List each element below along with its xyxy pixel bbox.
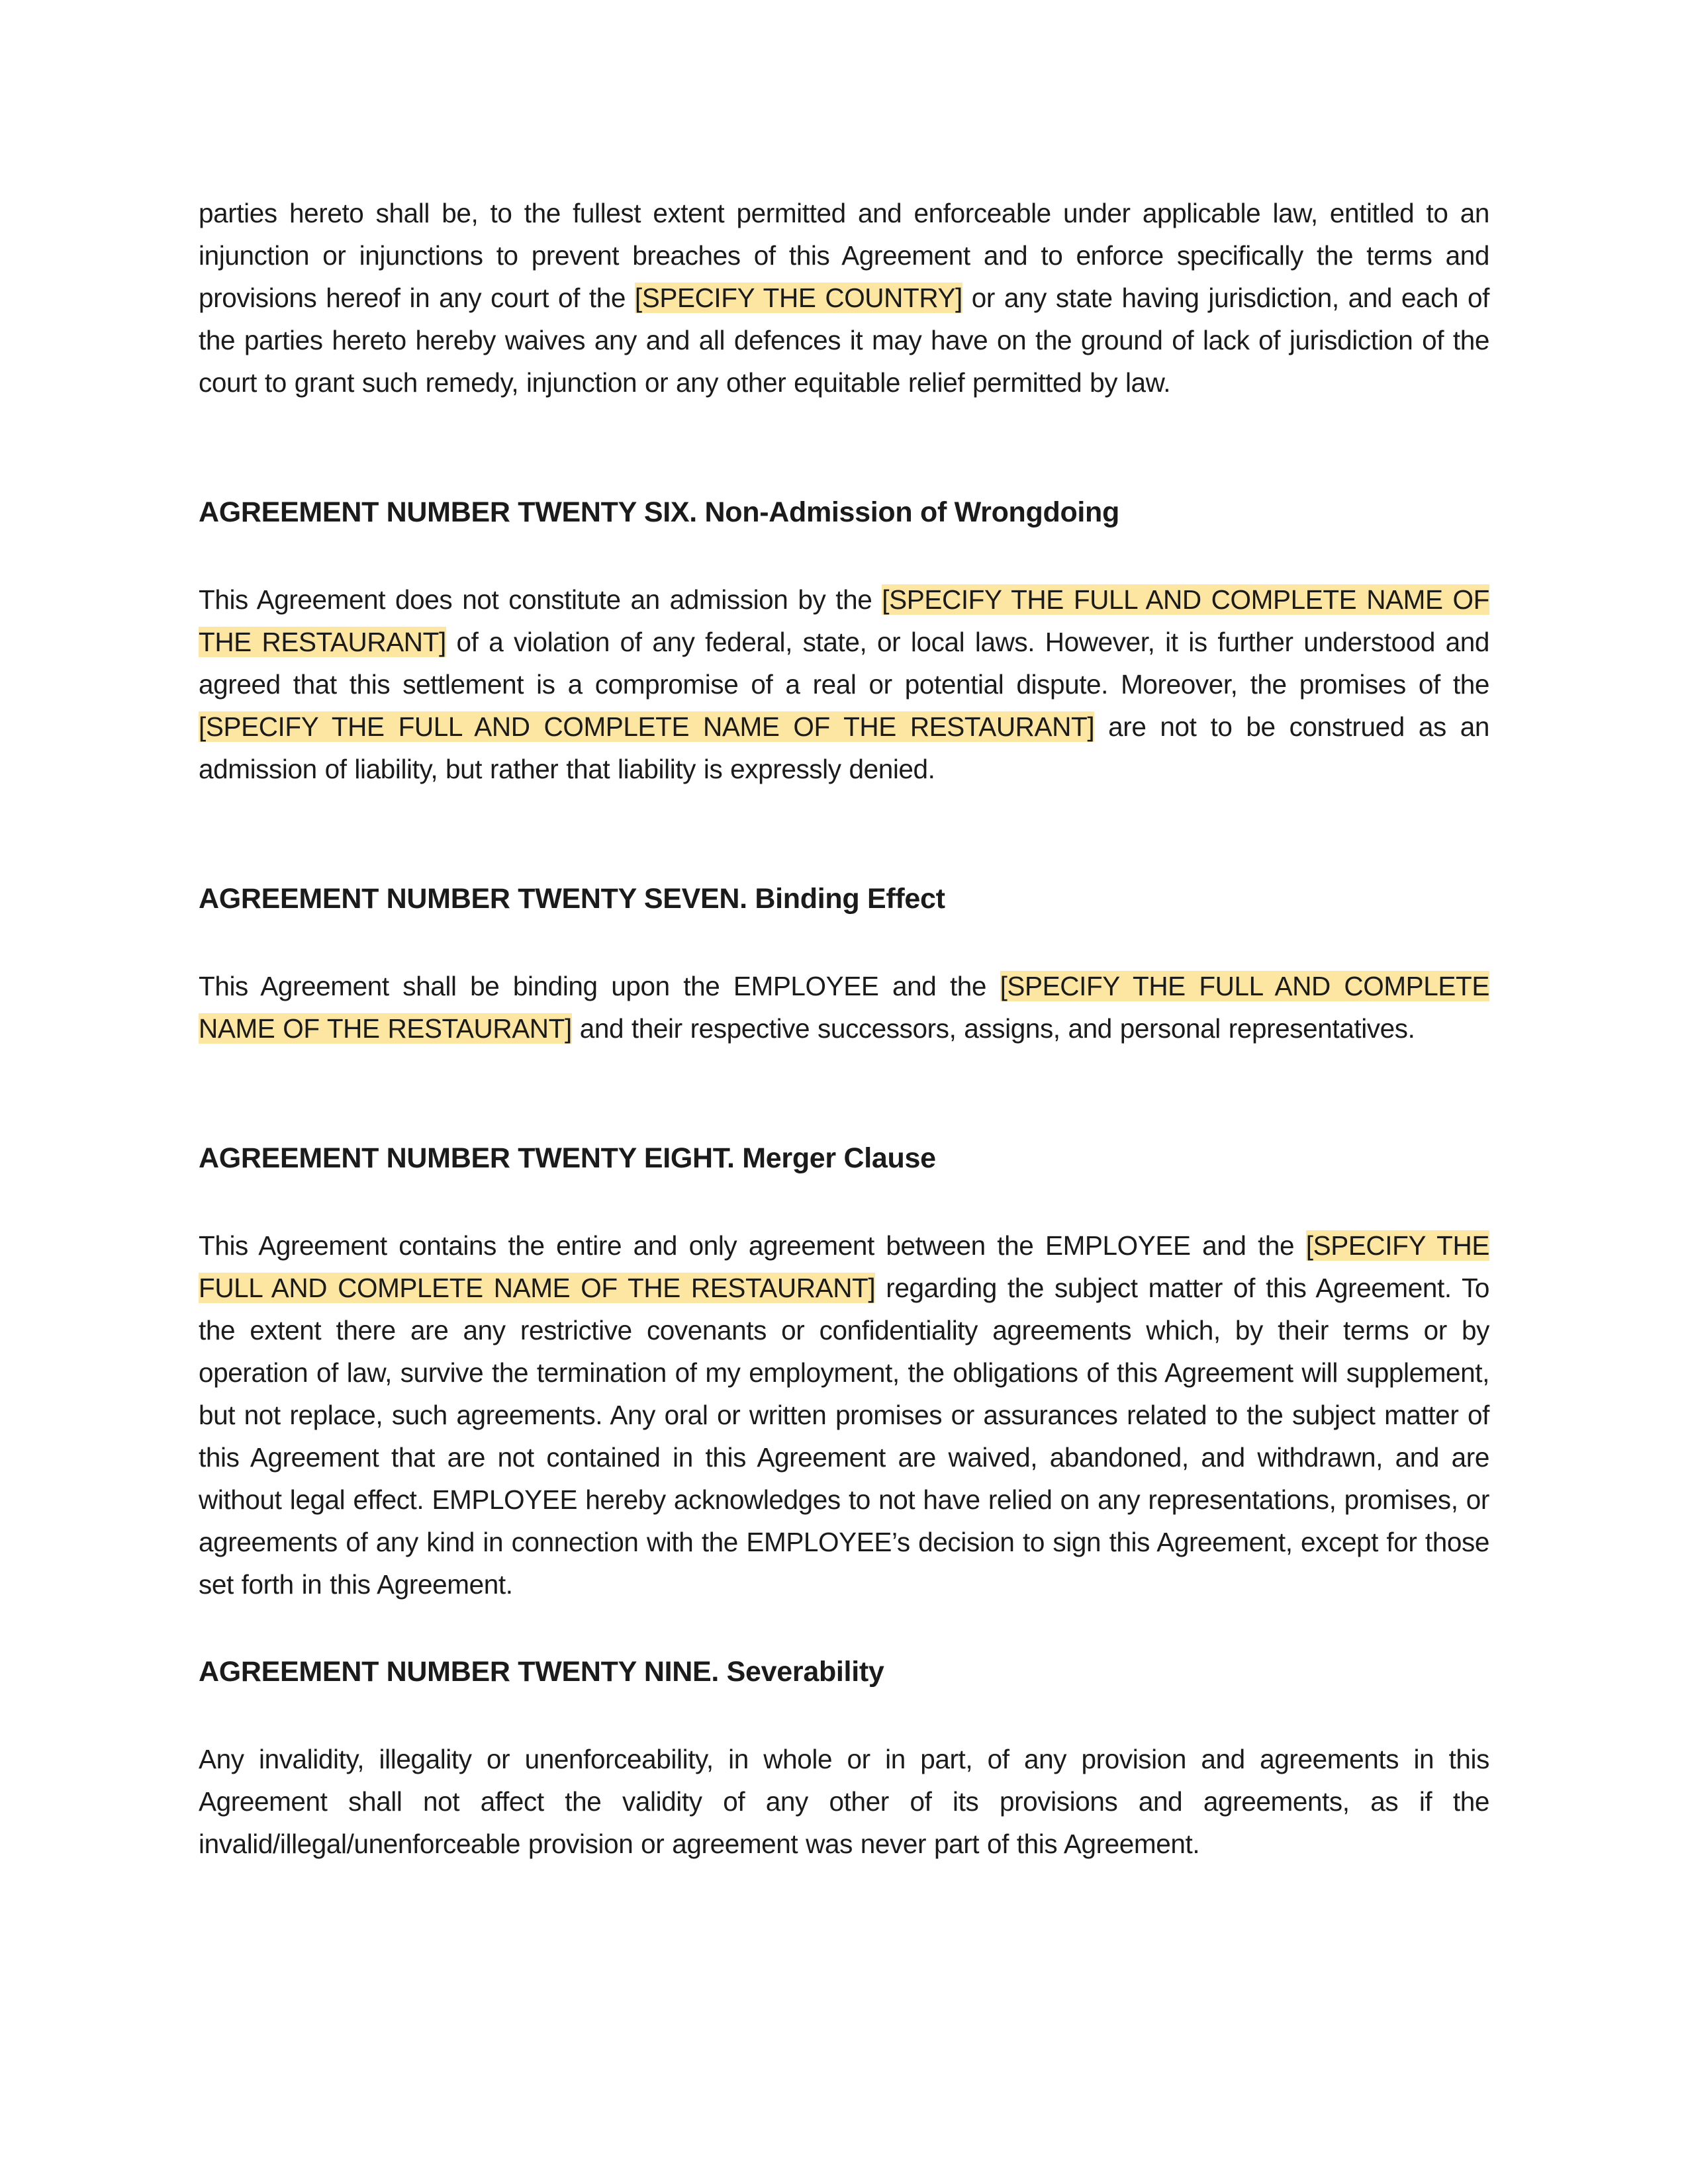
section-heading-29: AGREEMENT NUMBER TWENTY NINE. Severability — [199, 1656, 884, 1688]
placeholder-restaurant-name: [SPECIFY THE FULL AND COMPLETE NAME OF THE RESTAURANT] — [199, 584, 1489, 657]
section27-text-1: This Agreement shall be binding upon the EMPLOYEE and the — [199, 971, 1000, 1001]
section26-text-1: This Agreement does not constitute an admission by the — [199, 584, 882, 615]
section29-text-1: Any invalidity, illegality or unenforceability, in whole or in part, of any provision and agreements in this Agreement shall not affect the validity of any other of its provisions and agreements, as if the invalid/illegal/unenforceable provision or agreement was never part of this Agreement. — [199, 1744, 1489, 1859]
section-paragraph-27 — [199, 965, 1489, 1050]
section26-text-3: are not to be construed as an admission of liability, but rather that liability is expressly denied. — [199, 711, 1489, 784]
section-heading-26: AGREEMENT NUMBER TWENTY SIX. Non-Admission of Wrongdoing — [199, 496, 1119, 528]
intro-text-2: or any state having jurisdiction, and each of the parties hereto hereby waives any and all defences it may have on the ground of lack of jurisdiction of the court to grant such remedy, injunction or any other equitable relief permitted by law. — [199, 283, 1489, 398]
placeholder-country: [SPECIFY THE COUNTRY] — [634, 283, 962, 313]
section28-text-1: This Agreement contains the entire and only agreement between the EMPLOYEE and the — [199, 1230, 1306, 1261]
section-heading-27: AGREEMENT NUMBER TWENTY SEVEN. Binding Effect — [199, 883, 945, 915]
section-paragraph-28 — [199, 1224, 1489, 1606]
document-page — [199, 192, 1489, 1865]
intro-paragraph — [199, 192, 1489, 404]
section-heading-28: AGREEMENT NUMBER TWENTY EIGHT. Merger Clause — [199, 1142, 936, 1174]
section26-text-2: of a violation of any federal, state, or local laws. However, it is further understood and agreed that this settlement is a compromise of a real or potential dispute. Moreover, the promises of the — [199, 627, 1489, 700]
placeholder-restaurant-name: [SPECIFY THE FULL AND COMPLETE NAME OF THE RESTAURANT] — [199, 711, 1095, 742]
placeholder-restaurant-name: [SPECIFY THE FULL AND COMPLETE NAME OF THE RESTAURANT] — [199, 1230, 1489, 1303]
placeholder-restaurant-name: [SPECIFY THE FULL AND COMPLETE NAME OF THE RESTAURANT] — [199, 971, 1489, 1044]
section27-text-2: and their respective successors, assigns, and personal representatives. — [571, 1013, 1415, 1044]
section-paragraph-29 — [199, 1738, 1489, 1865]
intro-text-1: parties hereto shall be, to the fullest extent permitted and enforceable under applicable law, entitled to an injunction or injunctions to prevent breaches of this Agreement and to enforce specifically the terms and provisions hereof in any court of the — [199, 198, 1489, 313]
section-paragraph-26 — [199, 578, 1489, 790]
section28-text-2: regarding the subject matter of this Agreement. To the extent there are any restrictive covenants or confidentiality agreements which, by their terms or by operation of law, survive the termination of my employment, the obligations of this Agreement will supplement, but not replace, such agreements. Any oral or written promises or assurances related to the subject matter of this Agreement that are not contained in this Agreement are waived, abandoned, and withdrawn, and are without legal effect. EMPLOYEE hereby acknowledges to not have relied on any representations, promises, or agreements of any kind in connection with the EMPLOYEE’s decision to sign this Agreement, except for those set forth in this Agreement. — [199, 1273, 1490, 1600]
